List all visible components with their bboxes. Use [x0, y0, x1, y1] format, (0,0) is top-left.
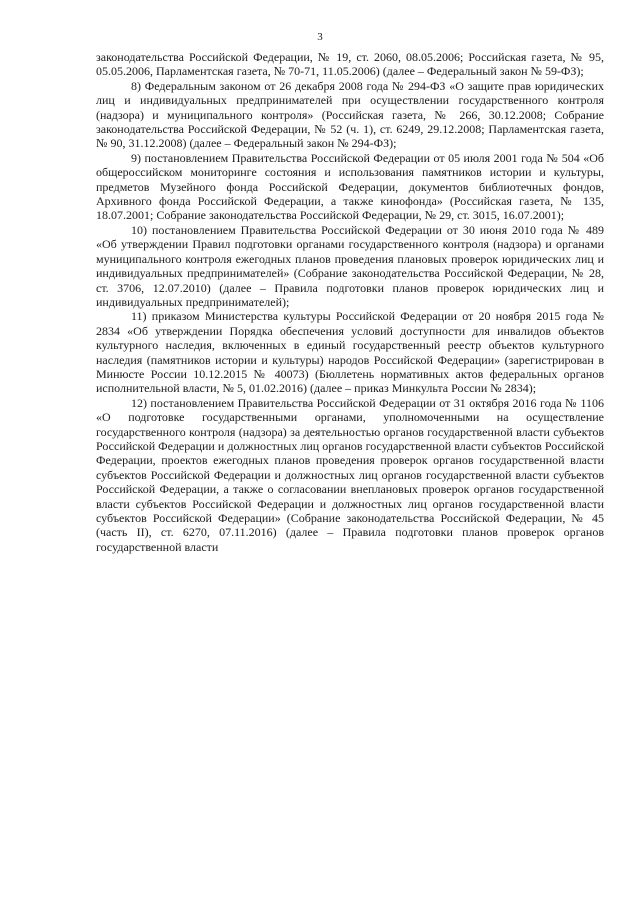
paragraph-continuation: законодательства Российской Федерации, № 19, ст. 2060, 08.05.2006; Российская газета, № 95, 05.05.2006, Парламентская газета, № 70-71, 11.05.2006) (далее – Федеральный закон № 59-ФЗ);: [96, 50, 604, 79]
paragraph-item-8: 8) Федеральным законом от 26 декабря 2008 года № 294-ФЗ «О защите прав юридических лиц и индивидуальных предпринимателей при осуществлении государственного контроля (надзора) и муниципального контроля» (Российская газета, № 266, 30.12.2008; Собрание законодательства Российской Федерации, № 52 (ч. 1), ст. 6249, 29.12.2008; Парламентская газета, № 90, 31.12.2008) (далее – Федеральный закон № 294-ФЗ);: [96, 78, 604, 151]
document-body: [96, 50, 604, 554]
paragraph-item-10: 10) постановлением Правительства Российской Федерации от 30 июня 2010 года № 489 «Об утверждении Правил подготовки органами государственного контроля (надзора) и органами муниципального контроля ежегодных планов проведения плановых проверок юридических лиц и индивидуальных предпринимателей» (Собрание законодательства Российской Федерации, № 28, ст. 3706, 12.07.2010) (далее – Правила подготовки планов проверок юридических лиц и индивидуальных предпринимателей);: [96, 222, 604, 309]
paragraph-item-9: 9) постановлением Правительства Российской Федерации от 05 июля 2001 года № 504 «Об общероссийском мониторинге состояния и использования памятников истории и культуры, предметов Музейного фонда Российской Федерации, документов библиотечных фондов, Архивного фонда Российской Федерации, а также кинофонда» (Российская газета, № 135, 18.07.2001; Собрание законодательства Российской Федерации, № 29, ст. 3015, 16.07.2001);: [96, 150, 604, 223]
paragraph-item-12: 12) постановлением Правительства Российской Федерации от 31 октября 2016 года № 1106 «О подготовке государственными органами, уполномоченными на осуществление государственного контроля (надзора) за деятельностью органов государственной власти субъектов Российской Федерации и должностных лиц органов государственной власти субъектов Российской Федерации, проектов ежегодных планов проведения проверок органов государственной власти субъектов Российской Федерации и должностных лиц органов государственной власти субъектов Российской Федерации, а также о согласовании внеплановых проверок органов государственной власти субъектов Российской Федерации и должностных лиц органов государственной власти субъектов Российской Федерации» (Собрание законодательства Российской Федерации, № 45 (часть II), ст. 6270, 07.11.2016) (далее – Правила подготовки планов проверок органов государственной власти: [96, 395, 604, 554]
paragraph-item-11: 11) приказом Министерства культуры Российской Федерации от 20 ноября 2015 года № 2834 «Об утверждении Порядка обеспечения условий доступности для инвалидов объектов культурного наследия, включенных в единый государственный реестр объектов культурного наследия (памятников истории и культуры) народов Российской Федерации» (зарегистрирован в Минюсте России 10.12.2015 № 40073) (Бюллетень нормативных актов федеральных органов исполнительной власти, № 5, 01.02.2016) (далее – приказ Минкульта России № 2834);: [96, 309, 604, 396]
page-number: 3: [317, 31, 323, 43]
